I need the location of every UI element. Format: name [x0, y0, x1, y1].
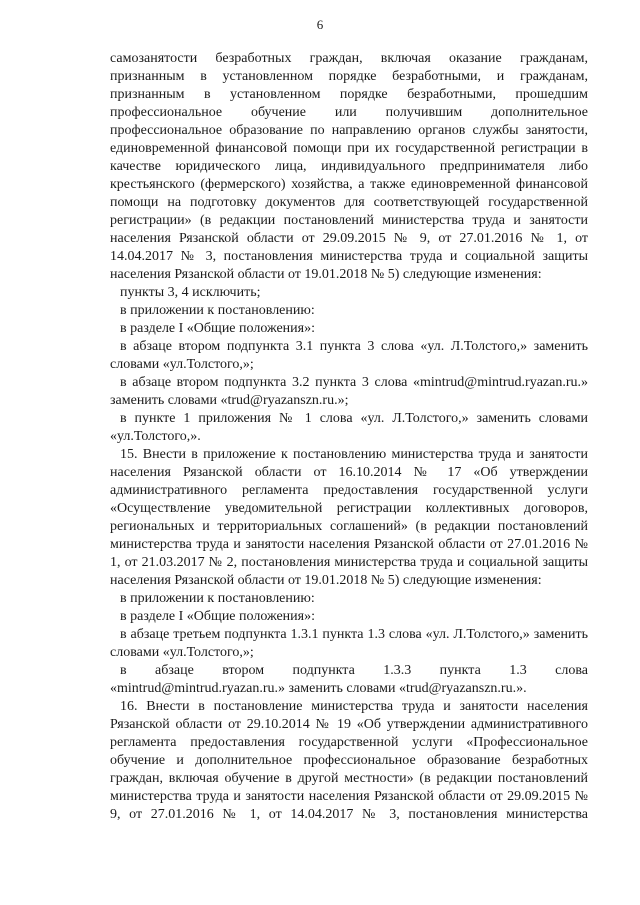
paragraph-section-general: в разделе I «Общие положения»:	[120, 321, 315, 336]
paragraph-subitem-1-3-1: в абзаце третьем подпункта 1.3.1 пункта 1.3 слова «ул. Л.Толстого,» заменить словами «ул.Толстого,»;	[110, 627, 588, 660]
paragraph-section-general-2: в разделе I «Общие положения»:	[120, 609, 315, 624]
paragraph-appendix-1: в пункте 1 приложения № 1 слова «ул. Л.Толстого,» заменить словами «ул.Толстого,».	[110, 411, 588, 444]
paragraph-subitem-3-1: в абзаце втором подпункта 3.1 пункта 3 слова «ул. Л.Толстого,» заменить словами «ул.Толстого,»;	[110, 339, 588, 372]
paragraph-in-appendix: в приложении к постановлению:	[120, 303, 315, 318]
document-body	[110, 50, 588, 824]
paragraph-item-16: 16. Внести в постановление министерства труда и занятости населения Рязанской области от 29.10.2014 № 19 «Об утверждении административного регламента предоставления государственной услуги «Профессиональное обучение и дополнительное профессиональное образование безработных граждан, включая обучение в другой местности» (в редакции постановлений министерства труда и занятости населения Рязанской области от 29.09.2015 № 9, от 27.01.2016 № 1, от 14.04.2017 № 3, постановления министерства	[110, 699, 588, 822]
paragraph-item-15: 15. Внести в приложение к постановлению министерства труда и занятости населения Рязанской области от 16.10.2014 № 17 «Об утверждении административного регламента предоставления государственной услуги «Осуществление уведомительной регистрации коллективных договоров, региональных и территориальных соглашений» (в редакции постановлений министерства труда и занятости населения Рязанской области от 27.01.2016 № 1, от 21.03.2017 № 2, постановления министерства труда и социальной защиты населения Рязанской области от 19.01.2018 № 5) следующие изменения:	[110, 447, 588, 588]
page-number: 6	[316, 17, 324, 32]
paragraph-subitem-1-3-3: в абзаце втором подпункта 1.3.3 пункта 1.3 слова «mintrud@mintrud.ryazan.ru.» заменить словами «trud@ryazanszn.ru.».	[110, 663, 588, 696]
paragraph-subitem-3-2: в абзаце втором подпункта 3.2 пункта 3 слова «mintrud@mintrud.ryazan.ru.» заменить словами «trud@ryazanszn.ru.»;	[110, 375, 588, 408]
paragraph-in-appendix-2: в приложении к постановлению:	[120, 591, 315, 606]
paragraph-14-continuation: самозанятости безработных граждан, включая оказание гражданам, признанным в установленном порядке безработными, и гражданам, признанным в установленном порядке безработными, прошедшим профессиональное обучение или получившим дополнительное профессиональное образование по направлению органов службы занятости, единовременной финансовой помощи при их государственной регистрации в качестве юридического лица, индивидуального предпринимателя либо крестьянского (фермерского) хозяйства, а также единовременной финансовой помощи на подготовку документов для соответствующей государственной регистрации» (в редакции постановлений министерства труда и занятости населения Рязанской области от 29.09.2015 № 9, от 27.01.2016 № 1, от 14.04.2017 № 3, постановления министерства труда и социальной защиты населения Рязанской области от 19.01.2018 № 5) следующие изменения:	[110, 51, 588, 282]
paragraph-exclude-items: пункты 3, 4 исключить;	[120, 285, 261, 300]
